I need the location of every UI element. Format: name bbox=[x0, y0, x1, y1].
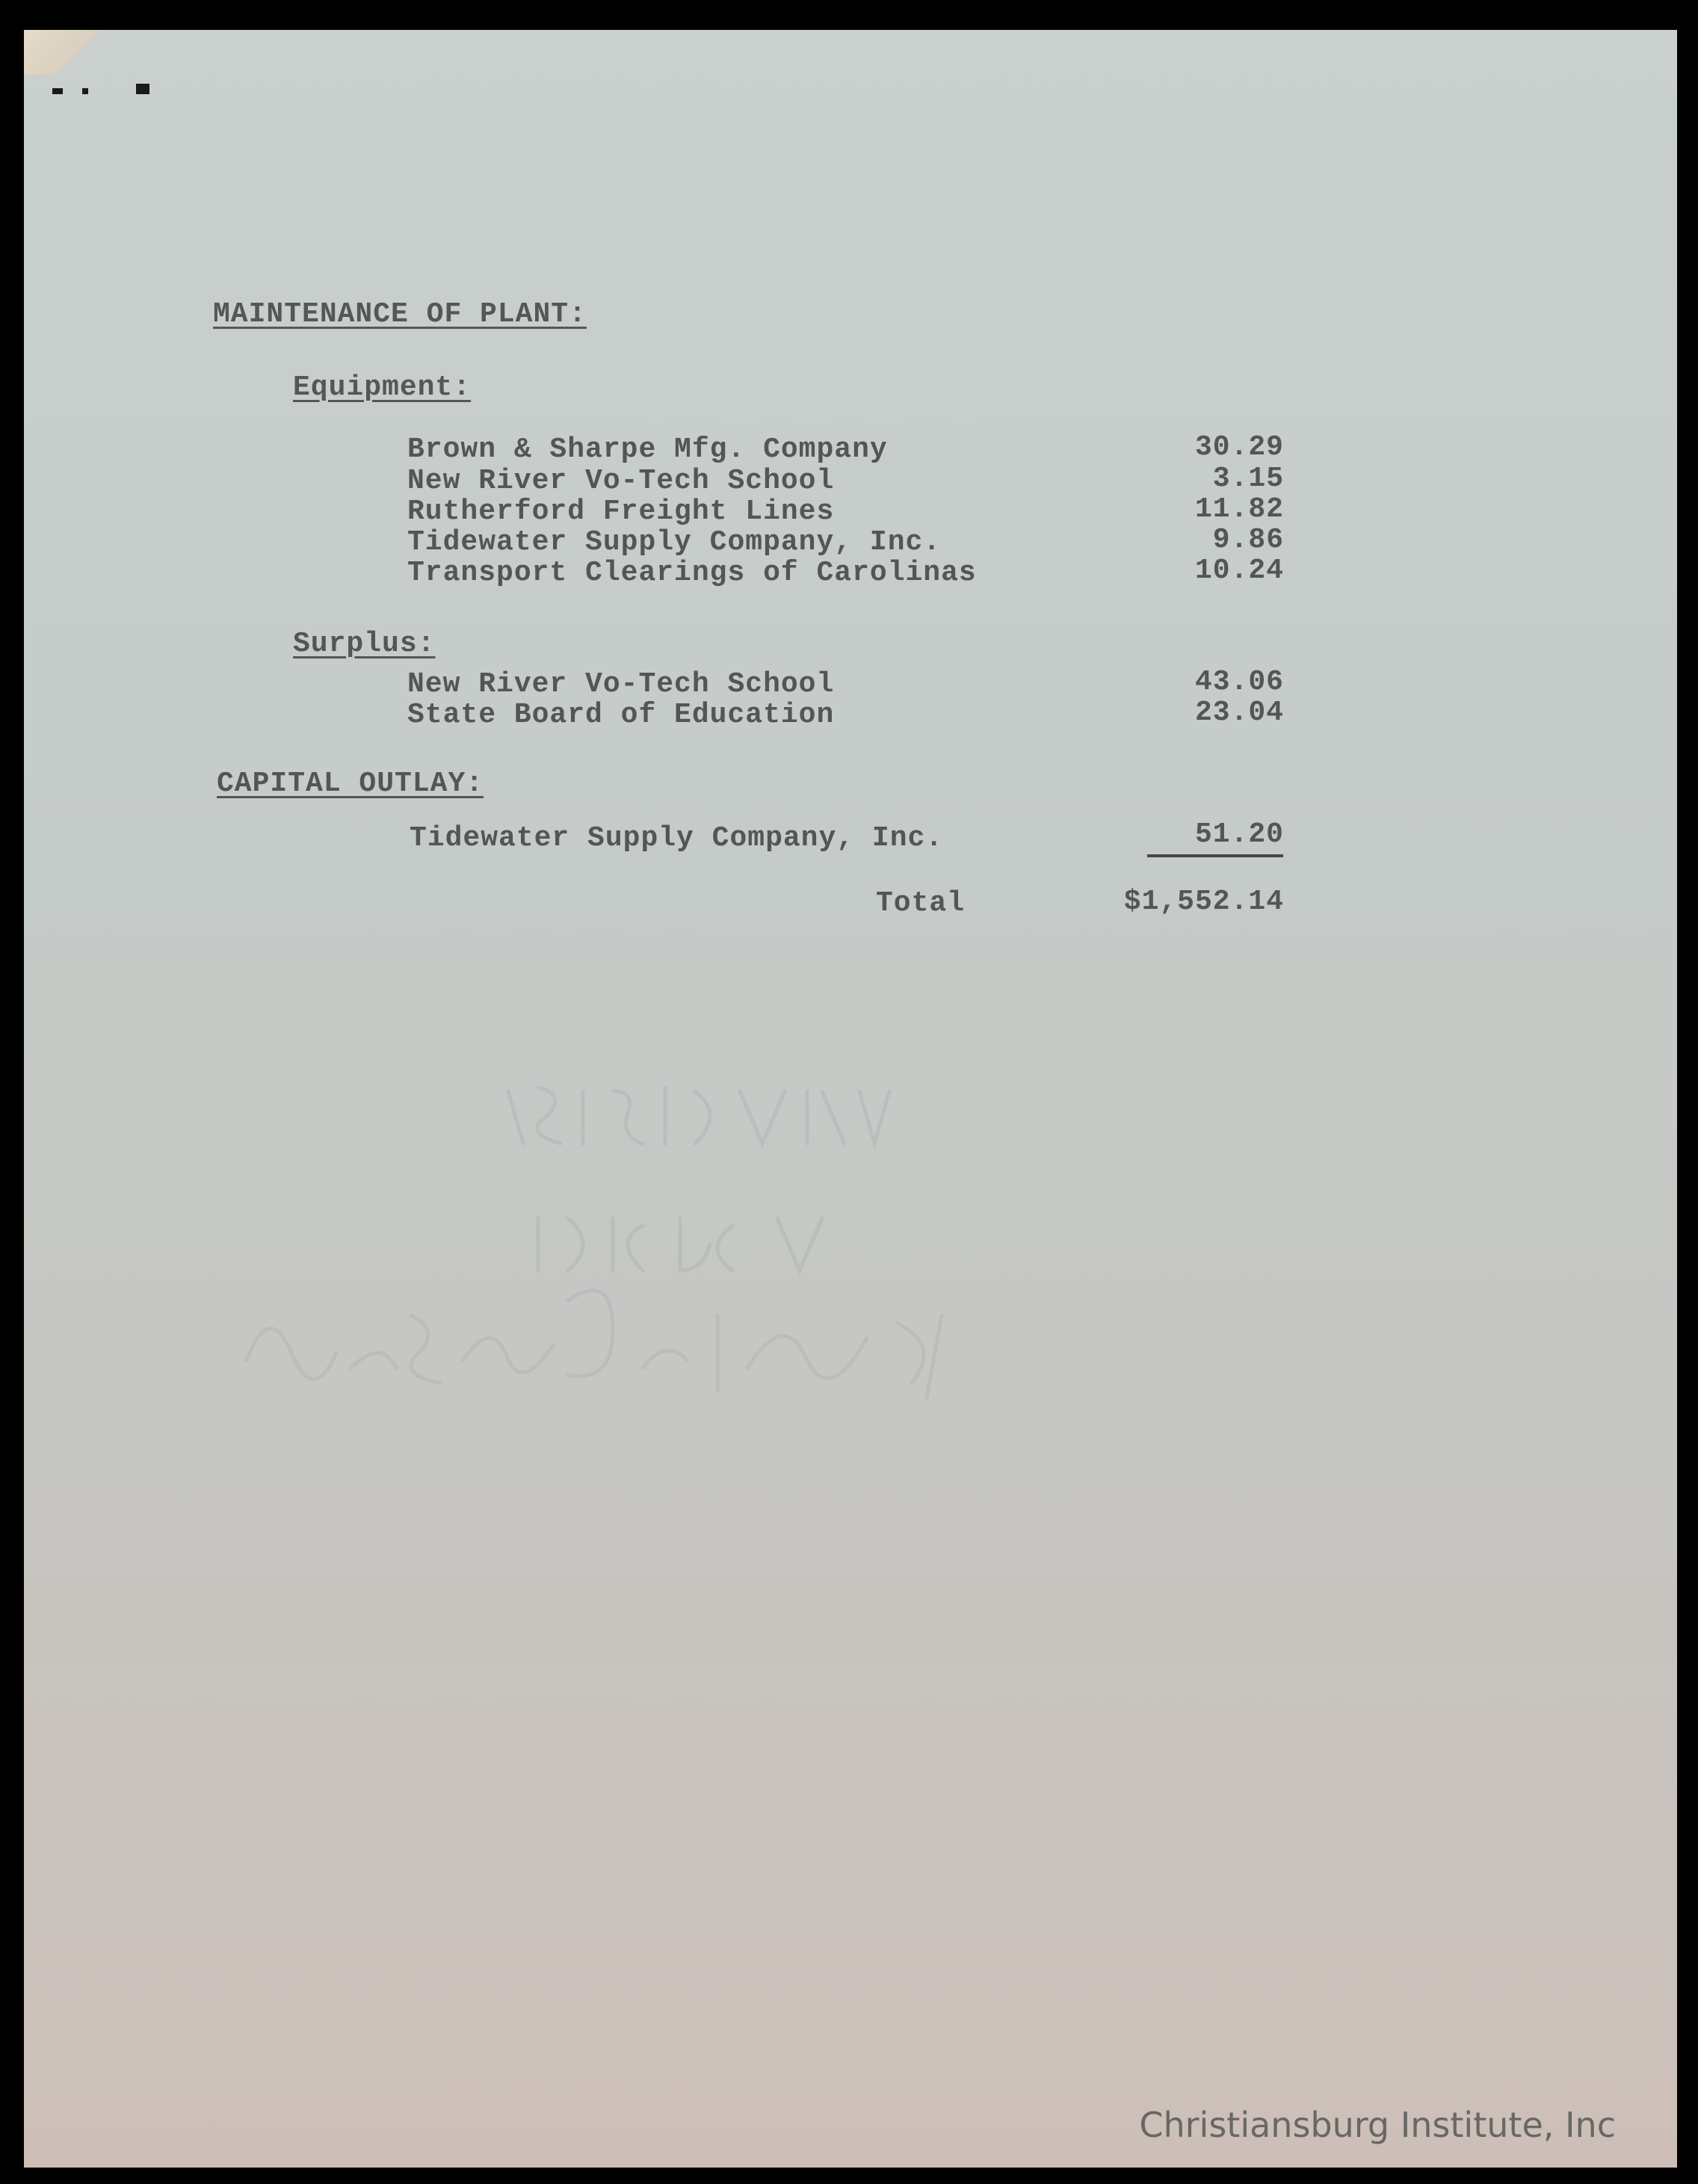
equipment-row-name: Rutherford Freight Lines bbox=[407, 496, 835, 528]
bleed-through-handwriting bbox=[224, 1046, 1569, 1420]
equipment-row-amount: 9.86 bbox=[1212, 524, 1284, 556]
total-rule bbox=[1147, 854, 1283, 857]
maintenance-heading: MAINTENANCE OF PLANT: bbox=[213, 298, 587, 330]
folded-corner bbox=[24, 30, 106, 75]
equipment-row-amount: 30.29 bbox=[1194, 431, 1284, 463]
surplus-row-name: State Board of Education bbox=[407, 699, 835, 731]
surplus-row-amount: 43.06 bbox=[1194, 666, 1284, 698]
surplus-row-amount: 23.04 bbox=[1194, 697, 1284, 729]
capital-outlay-heading: CAPITAL OUTLAY: bbox=[217, 768, 484, 800]
edge-mark bbox=[82, 88, 88, 94]
equipment-row-name: New River Vo-Tech School bbox=[407, 465, 835, 497]
capital-outlay-row-amount: 51.20 bbox=[1194, 818, 1284, 851]
surplus-row-name: New River Vo-Tech School bbox=[407, 668, 835, 700]
equipment-row-name: Brown & Sharpe Mfg. Company bbox=[407, 434, 888, 466]
equipment-row-name: Tidewater Supply Company, Inc. bbox=[407, 526, 942, 558]
edge-mark bbox=[52, 88, 63, 94]
watermark: Christiansburg Institute, Inc bbox=[1139, 2105, 1616, 2145]
equipment-row-name: Transport Clearings of Carolinas bbox=[407, 557, 977, 589]
capital-outlay-row-name: Tidewater Supply Company, Inc. bbox=[410, 822, 944, 854]
edge-mark bbox=[136, 84, 149, 94]
total-label: Total bbox=[876, 887, 966, 919]
equipment-heading: Equipment: bbox=[293, 371, 472, 404]
equipment-row-amount: 10.24 bbox=[1194, 555, 1284, 587]
equipment-row-amount: 3.15 bbox=[1212, 463, 1284, 495]
surplus-heading: Surplus: bbox=[293, 628, 436, 660]
equipment-row-amount: 11.82 bbox=[1194, 493, 1284, 525]
total-amount: $1,552.14 bbox=[1123, 886, 1284, 918]
